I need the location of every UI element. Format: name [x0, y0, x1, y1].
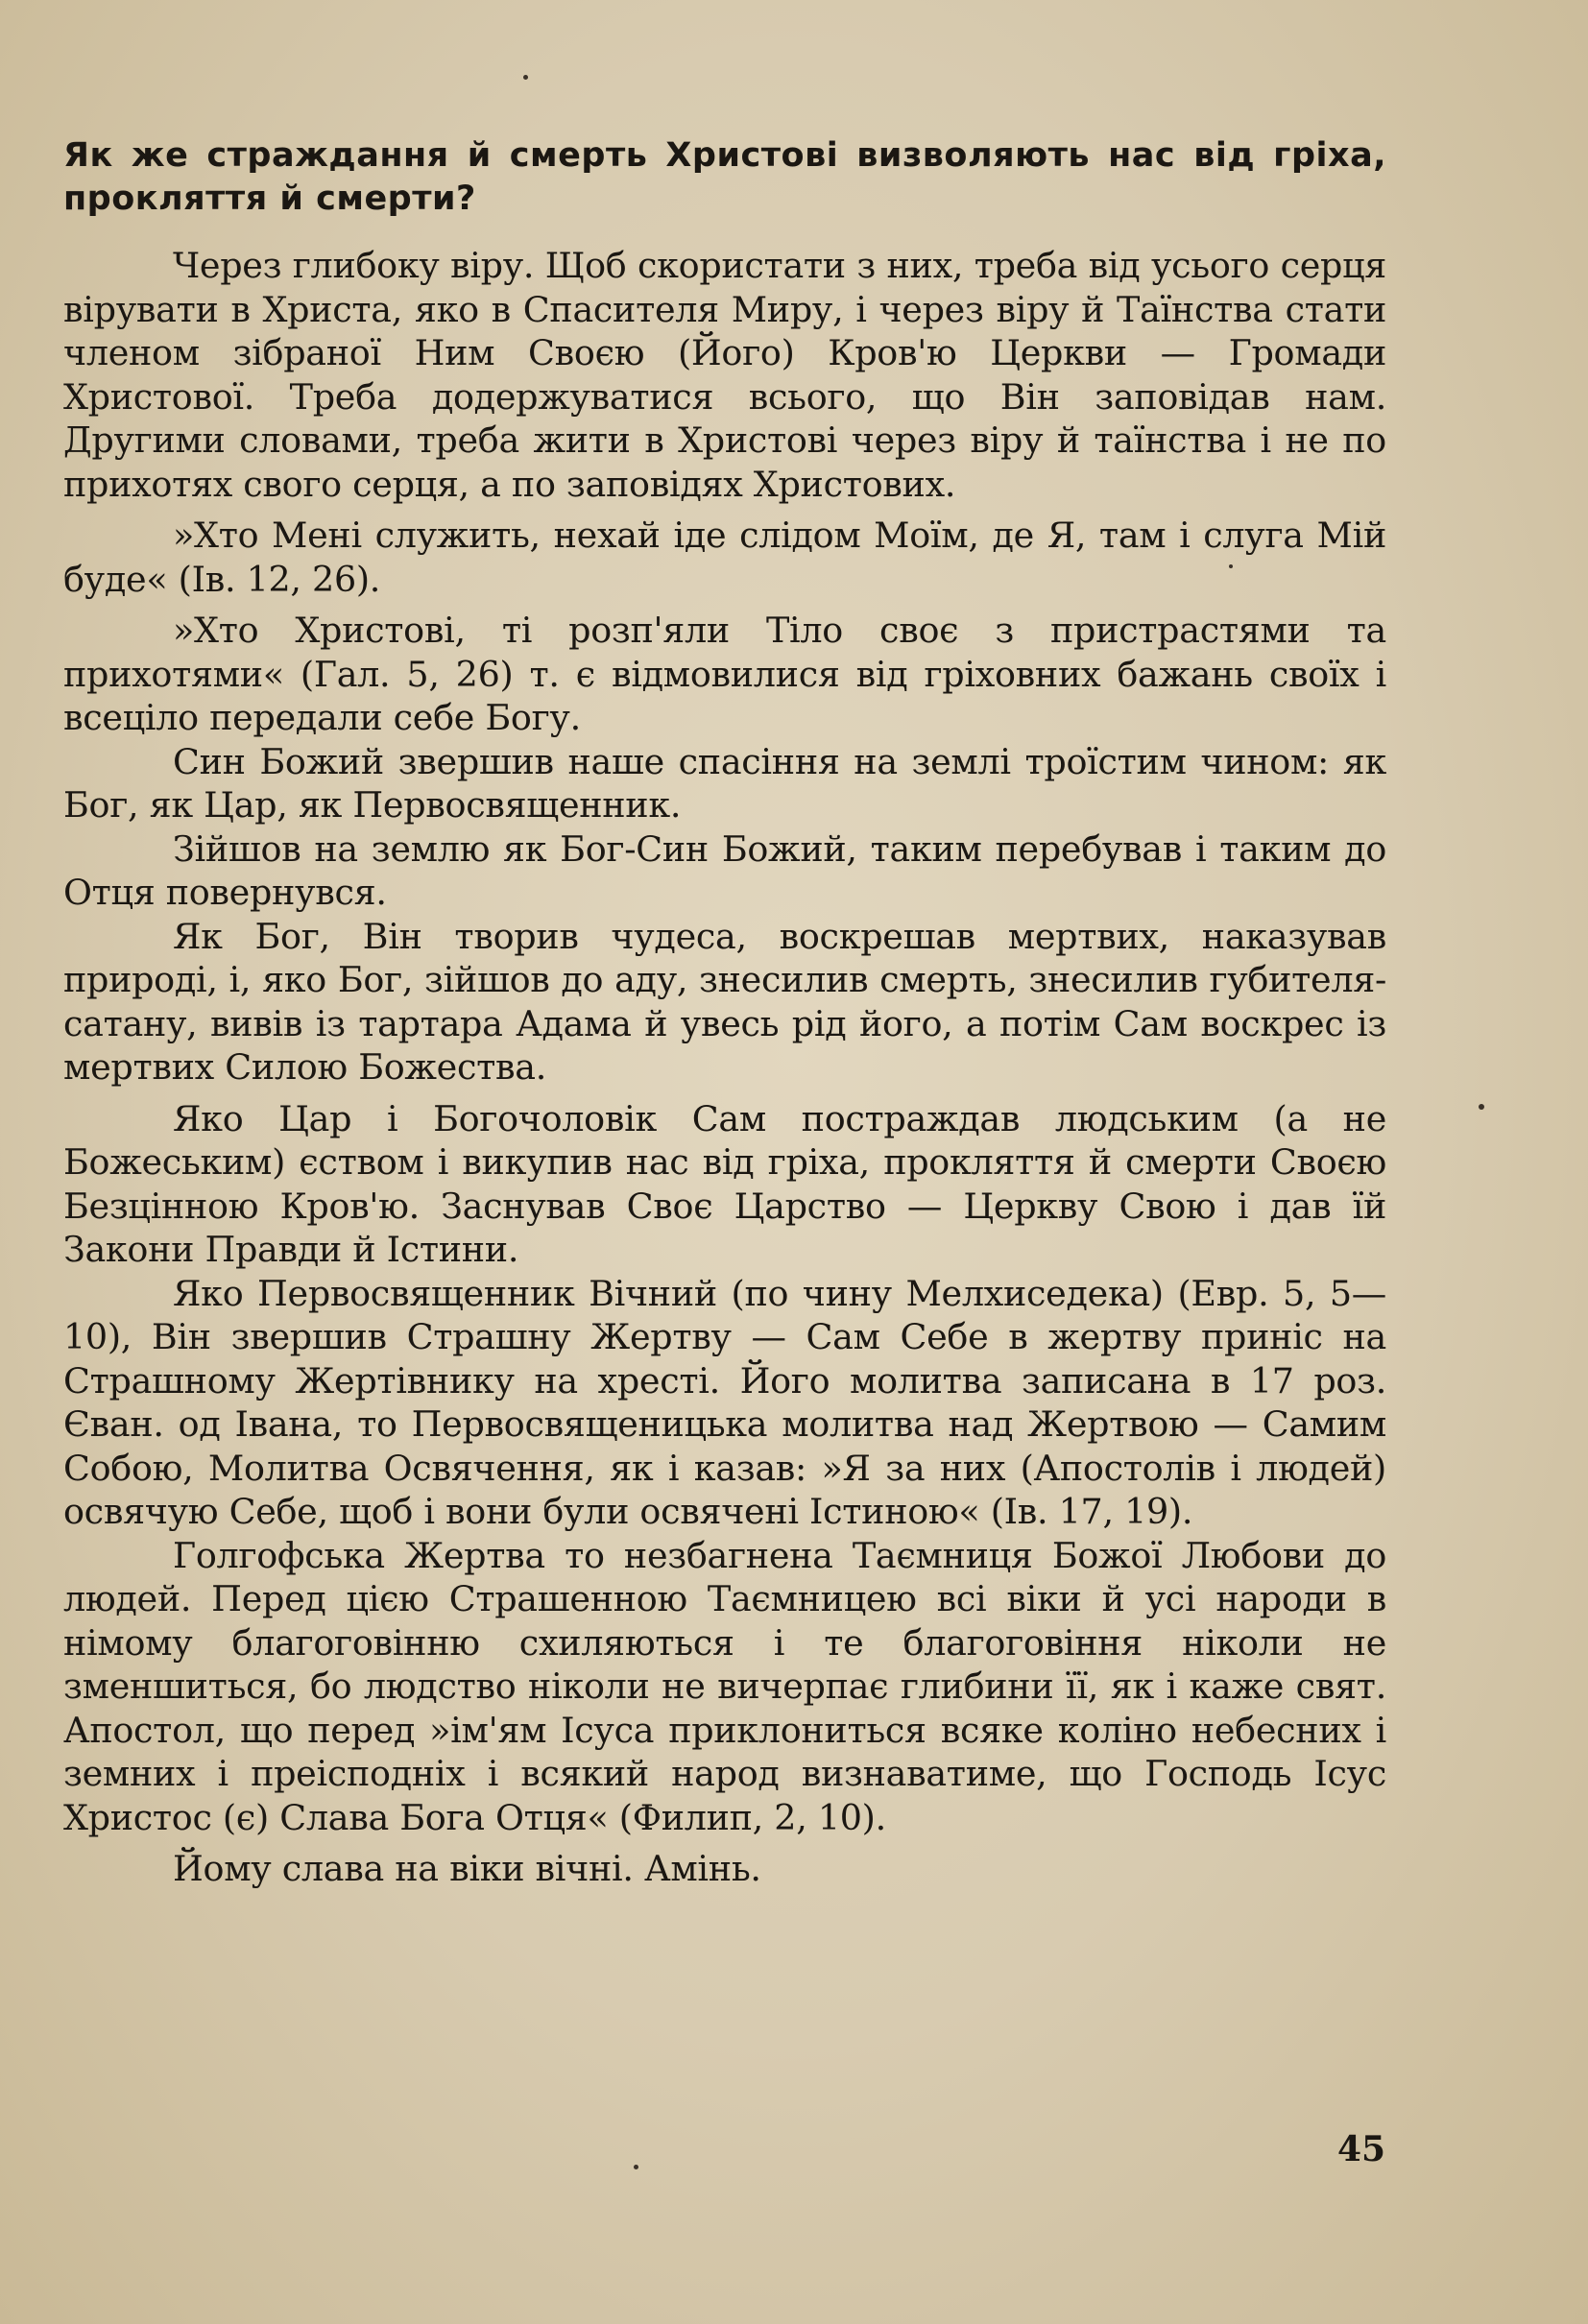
paragraph-5: Зійшов на землю як Бог-Син Божий, таким перебував і таким до Отця повернувся. [63, 827, 1386, 913]
paragraph-9: Голгофська Жертва то незбагнена Таємниця Божої Любови до людей. Перед цією Страшенною Таємницею всі віки й усі народи в німому благоговінню схиляються і те благоговіння ніколи не зменшиться, бо людство ніколи не вичерпає глибини її, як і каже свят. Апостол, що перед »ім'ям Ісуса приклониться всяке коліно небесних і земних і преісподніх і всякий народ визнаватиме, що Господь Ісус Христос (є) Слава Бога Отця« (Филип, 2, 10). [63, 1534, 1386, 1838]
paragraph-1: Через глибоку віру. Щоб скористати з них, треба від усього серця вірувати в Христа, яко в Спасителя Миру, і через віру й Таїнства стати членом зібраної Ним Своєю (Його) Кров'ю Церкви — Громади Христової. Треба додержуватися всього, що Він заповідав нам. Другими словами, треба жити в Христові через віру й таїнства і не по прихотях свого серця, а по заповідях Христових. [63, 245, 1386, 505]
paragraph-2: »Хто Мені служить, нехай іде слідом Моїм, де Я, там і слуга Мій буде« (Ів. 12, 26). [63, 515, 1386, 600]
paragraph-6: Як Бог, Він творив чудеса, воскрешав мертвих, наказував природі, і, яко Бог, зійшов до аду, знесилив смерть, знесилив губителя-сатану, вивів із тартара Адама й увесь рід його, а потім Сам воскрес із мертвих Силою Божества. [63, 915, 1386, 1088]
paragraph-4: Син Божий звершив наше спасіння на землі троїстим чином: як Бог, як Цар, як Первосвященник. [63, 740, 1386, 826]
page-number: 45 [1337, 2129, 1386, 2169]
page-content [63, 134, 1386, 1899]
ink-speck [523, 75, 528, 80]
section-heading: Як же страждання й смерть Христові визволяють нас від гріха, прокляття й смерти? [63, 136, 1386, 218]
paragraph-7: Яко Цар і Богочоловік Сам постраждав людським (а не Божеським) єством і викупив нас від гріха, прокляття й смерти Своєю Безцінною Кров'ю. Заснував Своє Царство — Церкву Свою і дав їй Закони Правди й Істини. [63, 1097, 1386, 1270]
ink-speck [1479, 1104, 1484, 1110]
ink-speck [634, 2165, 638, 2169]
paragraph-3: »Хто Христові, ті розп'яли Тіло своє з пристрастями та прихотями« (Гал. 5, 26) т. є відмовилися від гріховних бажань своїх і всеціло передали себе Богу. [63, 610, 1386, 738]
paragraph-10: Йому слава на віки вічні. Амінь. [173, 1848, 761, 1889]
paragraph-8: Яко Первосвященник Вічний (по чину Мелхиседека) (Евр. 5, 5—10), Він звершив Страшну Жертву — Сам Себе в жертву приніс на Страшному Жертівнику на хресті. Його молитва записана в 17 роз. Єван. од Івана, то Первосвященицька молитва над Жертвою — Самим Собою, Молитва Освячення, як і казав: »Я за них (Апостолів і людей) освячую Себе, щоб і вони були освячені Істиною« (Ів. 17, 19). [63, 1272, 1386, 1532]
